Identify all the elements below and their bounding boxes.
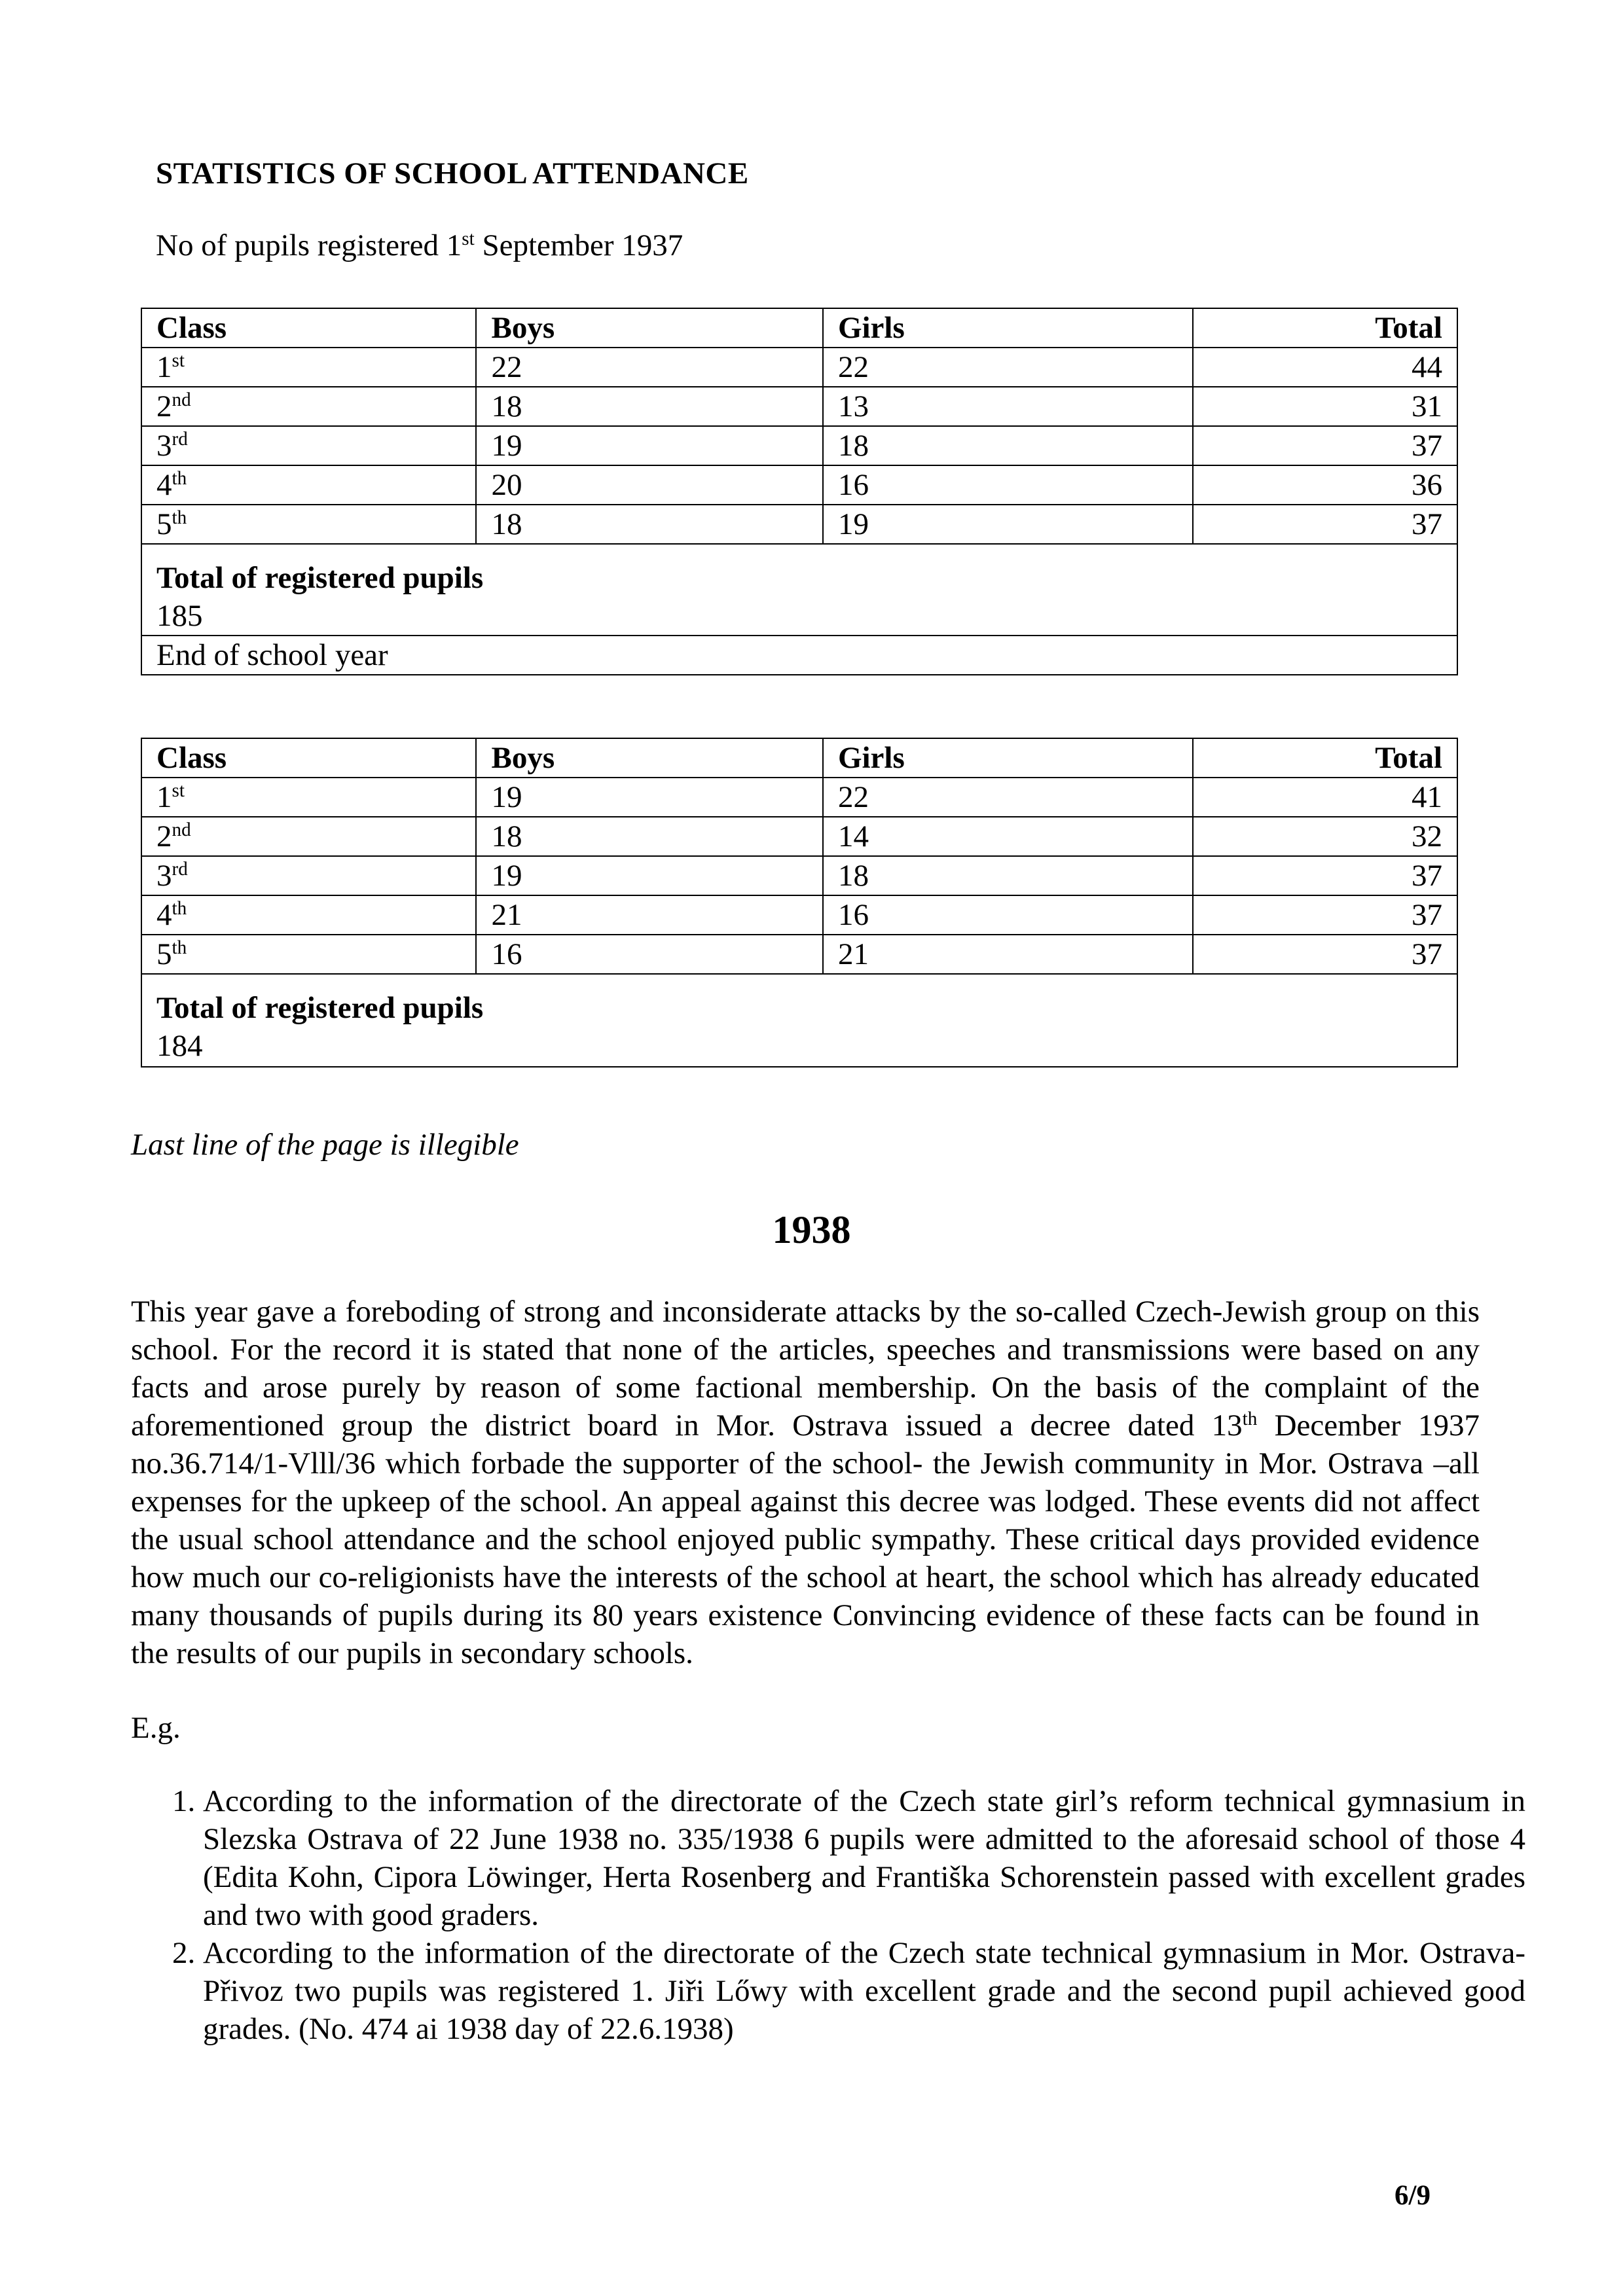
- table-row: [141, 895, 1457, 935]
- header-girls: Girls: [823, 738, 1193, 778]
- class-cell: 2nd: [141, 387, 476, 426]
- example-label: E.g.: [131, 1711, 181, 1745]
- registration-suffix: September 1937: [474, 228, 684, 262]
- girls-cell: 16: [823, 465, 1193, 505]
- total-cell: 37: [1193, 856, 1457, 895]
- table-row: [141, 778, 1457, 817]
- end-of-year-label: End of school year: [141, 636, 1457, 675]
- table-row: [141, 817, 1457, 856]
- total-cell: 32: [1193, 817, 1457, 856]
- table-header-row: [141, 738, 1457, 778]
- total-cell: 36: [1193, 465, 1457, 505]
- girls-cell: 18: [823, 426, 1193, 465]
- table-row: [141, 856, 1457, 895]
- table-row: [141, 465, 1457, 505]
- attendance-table-start-of-year: [141, 308, 1458, 675]
- total-label: Total of registered pupils: [156, 991, 484, 1025]
- class-cell: 4th: [141, 895, 476, 935]
- boys-cell: 16: [476, 935, 822, 974]
- total-label: Total of registered pupils: [156, 561, 484, 595]
- class-cell: 3rd: [141, 426, 476, 465]
- class-cell: 5th: [141, 505, 476, 544]
- boys-cell: 19: [476, 778, 822, 817]
- header-boys: Boys: [476, 738, 822, 778]
- table-row: [141, 505, 1457, 544]
- class-cell: 1st: [141, 348, 476, 387]
- ordinal-suffix: st: [462, 228, 475, 249]
- boys-cell: 19: [476, 426, 822, 465]
- registration-date-line: [156, 228, 683, 263]
- boys-cell: 21: [476, 895, 822, 935]
- illegible-note: Last line of the page is illegible: [131, 1128, 519, 1162]
- table-header-row: [141, 308, 1457, 348]
- registration-prefix: No of pupils registered 1: [156, 228, 462, 262]
- attendance-table-end-of-year: [141, 738, 1458, 1067]
- class-cell: 1st: [141, 778, 476, 817]
- header-total: Total: [1193, 308, 1457, 348]
- header-class: Class: [141, 738, 476, 778]
- boys-cell: 19: [476, 856, 822, 895]
- table-total-row: [141, 974, 1457, 1067]
- table-row: [141, 426, 1457, 465]
- boys-cell: 20: [476, 465, 822, 505]
- total-value: 185: [156, 599, 203, 633]
- class-cell: 4th: [141, 465, 476, 505]
- table-total-row: [141, 544, 1457, 636]
- class-cell: 2nd: [141, 817, 476, 856]
- boys-cell: 18: [476, 387, 822, 426]
- class-cell: 5th: [141, 935, 476, 974]
- table-footer-row: [141, 636, 1457, 675]
- boys-cell: 18: [476, 817, 822, 856]
- total-cell: 37: [1193, 895, 1457, 935]
- table-row: [141, 935, 1457, 974]
- girls-cell: 22: [823, 778, 1193, 817]
- girls-cell: 21: [823, 935, 1193, 974]
- girls-cell: 19: [823, 505, 1193, 544]
- document-title: STATISTICS OF SCHOOL ATTENDANCE: [156, 156, 749, 190]
- girls-cell: 22: [823, 348, 1193, 387]
- year-heading: 1938: [772, 1208, 851, 1251]
- examples-list: [157, 1782, 1525, 2048]
- list-item: 1. According to the information of the directorate of the Czech state girl’s reform technical gymnasium in Slezska Ostrava of 22 June 1938 no. 335/1938 6 pupils were admitted to the aforesaid school of those 4 (Edita Kohn, Cipora Löwinger, Herta Rosenberg and Františka Schorenstein passed with excellent grades and two with good graders.: [203, 1782, 1525, 1934]
- header-boys: Boys: [476, 308, 822, 348]
- girls-cell: 13: [823, 387, 1193, 426]
- girls-cell: 18: [823, 856, 1193, 895]
- girls-cell: 14: [823, 817, 1193, 856]
- boys-cell: 18: [476, 505, 822, 544]
- total-cell: 31: [1193, 387, 1457, 426]
- table-row: [141, 387, 1457, 426]
- list-item: 2. According to the information of the directorate of the Czech state technical gymnasium in Mor. Ostrava- Přivoz two pupils was registered 1. Jiři Lőwy with excellent grade and the second pupil achieved good grades. (No. 474 ai 1938 day of 22.6.1938): [203, 1934, 1525, 2048]
- table-row: [141, 348, 1457, 387]
- total-cell: 41: [1193, 778, 1457, 817]
- body-paragraph: This year gave a foreboding of strong and inconsiderate attacks by the so-called Czech-Jewish group on this school. For the record it is stated that none of the articles, speeches and transmissions were based on any facts and arose purely by reason of some factional membership. On the basis of the complaint of the aforementioned group the district board in Mor. Ostrava issued a decree dated 13th December 1937 no.36.714/1-Vlll/36 which forbade the supporter of the school- the Jewish community in Mor. Ostrava –all expenses for the upkeep of the school. An appeal against this decree was lodged. These events did not affect the usual school attendance and the school enjoyed public sympathy. These critical days provided evidence how much our co-religionists have the interests of the school at heart, the school which has already educated many thousands of pupils during its 80 years existence Convincing evidence of these facts can be found in the results of our pupils in secondary schools.: [131, 1295, 1480, 1670]
- girls-cell: 16: [823, 895, 1193, 935]
- total-cell: 37: [1193, 426, 1457, 465]
- total-cell: 37: [1193, 935, 1457, 974]
- total-cell: 37: [1193, 505, 1457, 544]
- boys-cell: 22: [476, 348, 822, 387]
- header-total: Total: [1193, 738, 1457, 778]
- class-cell: 3rd: [141, 856, 476, 895]
- total-value: 184: [156, 1029, 203, 1063]
- header-class: Class: [141, 308, 476, 348]
- total-cell: 44: [1193, 348, 1457, 387]
- header-girls: Girls: [823, 308, 1193, 348]
- page-number: 6/9: [1395, 2180, 1431, 2211]
